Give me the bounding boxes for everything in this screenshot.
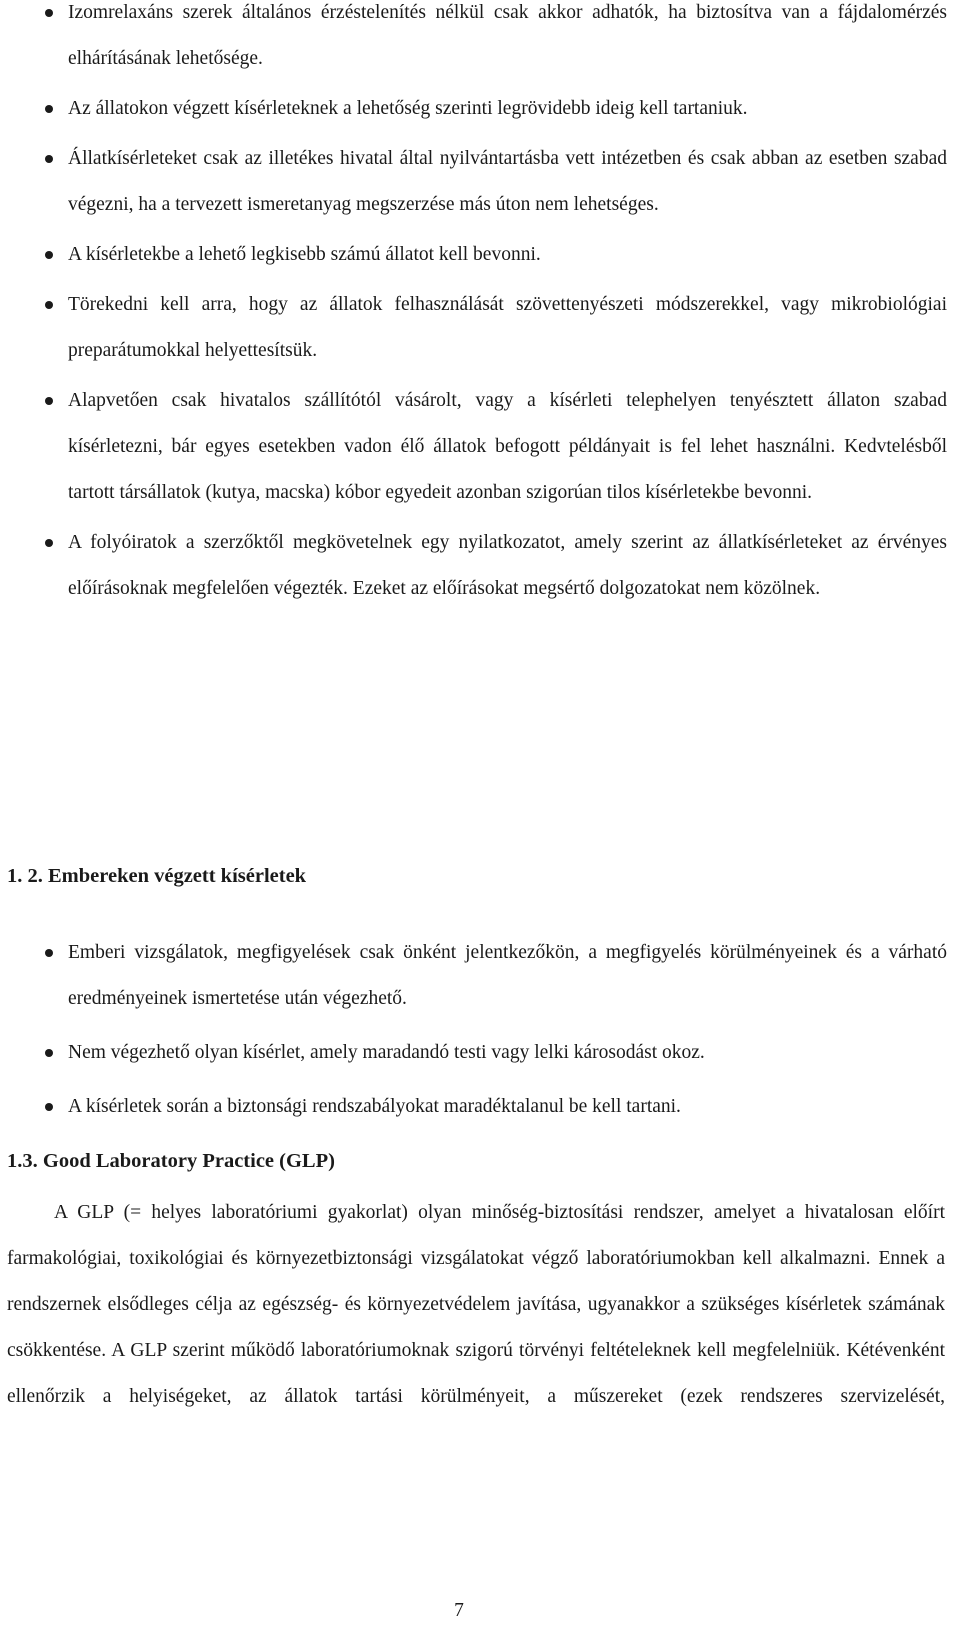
bullet-icon [45,105,53,113]
bullet-icon [45,539,53,547]
list-item-text: Az állatokon végzett kísérleteknek a lehetőség szerinti legrövidebb ideig kell tartaniuk. [68,98,748,119]
list-item [12,520,947,612]
list-item [12,136,947,228]
bullet-icon [45,1049,53,1057]
list-item [12,232,947,278]
bullet-icon [45,301,53,309]
section-heading-human-experiments: 1. 2. Embereken végzett kísérletek [7,865,307,887]
list-item-text: Törekedni kell arra, hogy az állatok felhasználását szövettenyészeti módszerekkel, vagy mikrobiológiai preparátumokkal helyettesítsük. [68,294,947,361]
bullet-icon [45,251,53,259]
human-experiment-rules-list [12,930,947,1138]
list-item-text: Állatkísérleteket csak az illetékes hivatal által nyilvántartásba vett intézetben és csak abban az esetben szabad végezni, ha a tervezett ismeretanyag megszerzése más úton nem lehetséges. [68,148,947,215]
list-item-text: A kísérletekbe a lehető legkisebb számú állatot kell bevonni. [68,244,541,265]
list-item [12,378,947,516]
list-item [12,282,947,374]
list-item [12,1030,947,1076]
section-heading-glp: 1.3. Good Laboratory Practice (GLP) [7,1150,335,1172]
bullet-icon [45,397,53,405]
glp-paragraph: A GLP (= helyes laboratóriumi gyakorlat) olyan minőség-biztosítási rendszer, amelyet a hivatalosan előírt farmakológiai, toxikológiai és környezetbiztonsági vizsgálatokat végző laboratóriumokban kell alkalmazni. Ennek a rendszernek elsődleges célja az egészség- és környezetvédelem javítása, ugyanakkor a szükséges kísérletek számának csökkentése. A GLP szerint működő laboratóriumoknak szigorú törvényi feltételeknek kell megfelelniük. Kétévenként ellenőrzik a helyiségeket, az állatok tartási körülményeit, a műszereket (ezek rendszeres szervizelését, [7,1202,945,1407]
bullet-icon [45,9,53,17]
list-item-text: Nem végezhető olyan kísérlet, amely maradandó testi vagy lelki károsodást okoz. [68,1042,705,1063]
list-item-text: Izomrelaxáns szerek általános érzéstelenítés nélkül csak akkor adhatók, ha biztosítva van a fájdalomérzés elhárításának lehetősége. [68,2,947,69]
list-item [12,0,947,82]
list-item-text: Emberi vizsgálatok, megfigyelések csak önként jelentkezőkön, a megfigyelés körülményeinek és a várható eredményeinek ismertetése után végezhető. [68,942,947,1009]
bullet-icon [45,155,53,163]
list-item [12,86,947,132]
list-item-text: A folyóiratok a szerzőktől megkövetelnek egy nyilatkozatot, amely szerint az állatkísérleteket az érvényes előírásoknak megfelelően végezték. Ezeket az előírásokat megsértő dolgozatokat nem közölnek. [68,532,947,599]
list-item [12,930,947,1022]
list-item-text: A kísérletek során a biztonsági rendszabályokat maradéktalanul be kell tartani. [68,1096,681,1117]
bullet-icon [45,949,53,957]
page-number: 7 [454,1600,464,1621]
bullet-icon [45,1103,53,1111]
animal-experiment-rules-list [12,0,947,616]
list-item [12,1084,947,1130]
list-item-text: Alapvetően csak hivatalos szállítótól vásárolt, vagy a kísérleti telephelyen tenyésztett állaton szabad kísérletezni, bár egyes esetekben vadon élő állatok befogott példányait is fel lehet használni. Kedvtelésből tartott társállatok (kutya, macska) kóbor egyedeit azonban szigorúan tilos kísérletekbe bevonni. [68,390,947,503]
